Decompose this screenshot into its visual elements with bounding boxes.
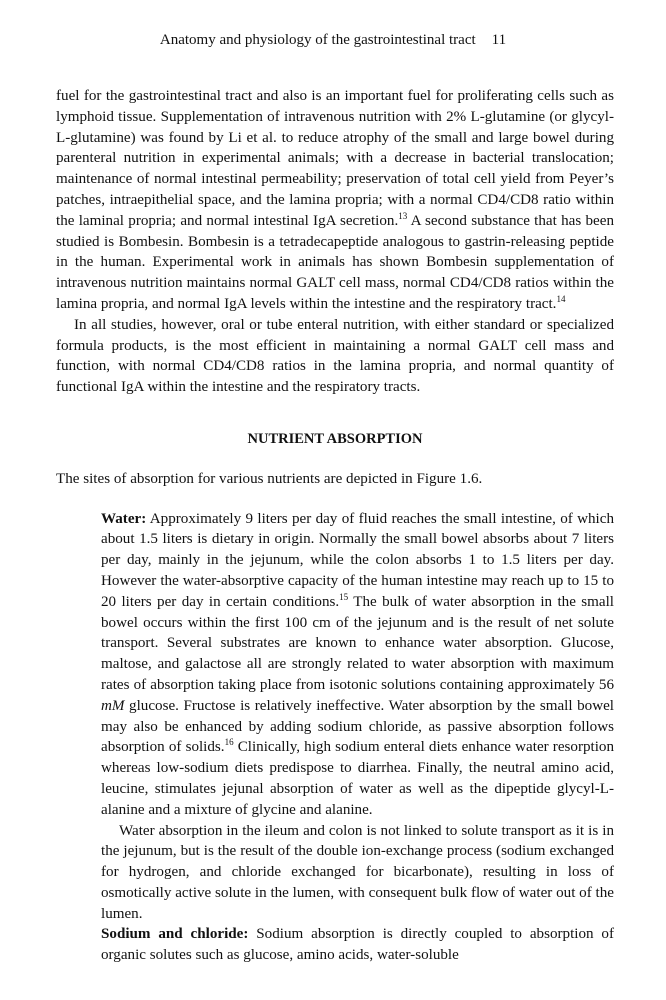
paragraph-water-ileum: Water absorption in the ileum and colon is not linked to solute transport as it is in the jejunum, but is the result of the double ion-exchange process (sodium exchanged for hydrogen, and chloride exchanged for bicarbonate), resulting in loss of osmotically active solute in the lumen, with consequent bulk flow of water out of the lumen. — [101, 822, 614, 922]
reference-16: 16 — [224, 737, 234, 748]
paragraph-sodium — [101, 924, 614, 966]
paragraph-text: The bulk of water absorption in the small bowel occurs within the first 100 cm of the jejunum and is the result of net solute transport. Several substrates are known to enhance water absorption. Glucose, maltose, and galactose all are strongly related to water absorption with maximum rates of absorption taking place from isotonic solutions containing approximately 56 — [101, 593, 614, 693]
header-title: Anatomy and physiology of the gastrointestinal tract — [159, 32, 476, 48]
nutrient-list — [101, 509, 614, 967]
section-heading: NUTRIENT ABSORPTION — [247, 430, 423, 447]
paragraph-text: Approximately 9 liters per day of fluid reaches the small intestine, of which about 1.5 liters is dietary in origin. Normally the small bowel absorbs about 7 liters per day, mainly in the jejunum, while the colon absorbs 1 to 1.5 liters per day. However the water-absorptive capacity of the human intestine may reach up to 15 to 20 liters per day in certain conditions. — [101, 510, 614, 610]
paragraph-text: Sodium absorption is directly coupled to absorption of organic solutes such as glucose, amino acids, water-soluble — [101, 926, 615, 964]
unit-mm: mM — [101, 697, 125, 714]
body-text — [56, 86, 614, 966]
paragraph-text: glucose. Fructose is relatively ineffective. Water absorption by the small bowel may also be enhanced by adding sodium chloride, as passive absorption follows absorption of solids. — [101, 697, 614, 756]
running-header — [0, 30, 666, 50]
page-number: 11 — [491, 32, 507, 48]
paragraph-text: A second substance that has been studied is Bombesin. Bombesin is a tetradecapeptide analogous to gastrin-releasing peptide in the human. Experimental work in animals has shown Bombesin supplementation of intravenous nutrition maintains normal GALT cell mass, normal CD4/CD8 ratios within the lamina propria, and normal IgA levels within the intestine and the respiratory tract. — [56, 212, 614, 312]
sodium-label: Sodium and chloride: — [101, 926, 249, 943]
paragraph-text: Clinically, high sodium enteral diets enhance water resorption whereas low-sodium diets predispose to diarrhea. Finally, the neutral amino acid, leucine, stimulates jejunal absorption of water as well as the dipeptide glycyl-L-alanine and a mixture of glycine and alanine. — [101, 739, 615, 818]
paragraph-text: fuel for the gastrointestinal tract and also is an important fuel for proliferating cells such as lymphoid tissue. Supplementation of intravenous nutrition with 2% L-glutamine (or glycyl-L-glutamine) was found by Li et al. to reduce atrophy of the small and large bowel during parenteral nutrition in experimental animals; with a decrease in bacterial translocation; maintenance of normal intestinal permeability; preservation of total cell yield from Peyer’s patches, intraepithelial space, and the lamina propria; with a normal CD4/CD8 ratio within the laminal propria; and normal intestinal IgA secretion. — [56, 88, 614, 229]
reference-15: 15 — [339, 591, 349, 602]
paragraph-intro: The sites of absorption for various nutrients are depicted in Figure 1.6. — [56, 470, 483, 487]
reference-13: 13 — [398, 210, 408, 221]
paragraph-glutamine — [56, 86, 614, 315]
paragraph-enteral: In all studies, however, oral or tube enteral nutrition, with either standard or specialized formula products, is the most efficient in maintaining a normal GALT cell mass and function, with normal CD4/CD8 ratios in the lamina propria, and normal quantity of functional IgA within the intestine and the respiratory tracts. — [56, 316, 614, 396]
water-label: Water: — [101, 510, 147, 527]
reference-14: 14 — [556, 293, 566, 304]
paragraph-water — [101, 509, 614, 821]
